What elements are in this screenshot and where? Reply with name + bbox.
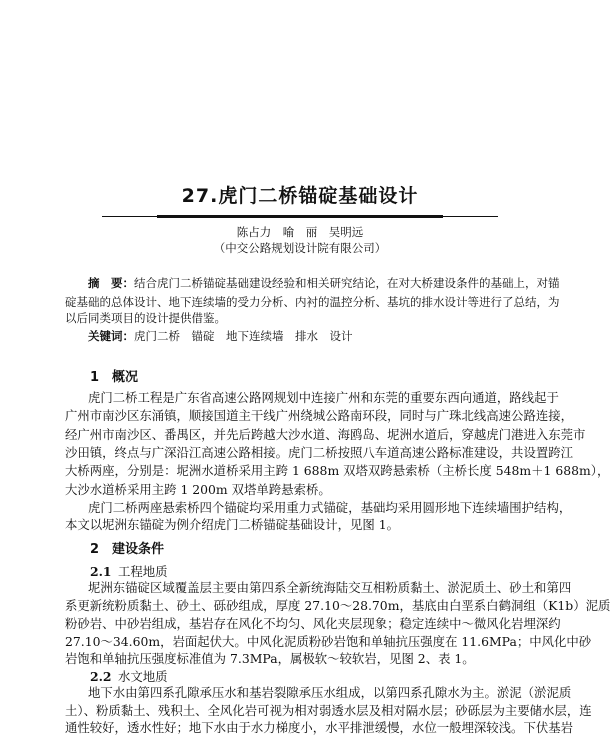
keywords-label: 关键词：: [88, 329, 134, 343]
paragraph-line: 岩饱和单轴抗压强度标准值为 7.3MPa，属极软～较软岩，见图 2、表 1。: [65, 651, 475, 666]
paragraph-line: 粉砂岩、中砂岩组成，基岩存在风化不均匀、风化夹层现象；稳定连续中～微风化岩埋深约: [65, 616, 561, 631]
section-title: 概况: [112, 370, 139, 385]
paragraph-line: 通性较好，透水性好；地下水由于水力梯度小，水平排泄缓慢，水位一般埋深较浅。下伏基岩: [65, 720, 574, 735]
section-number: 1: [90, 370, 100, 385]
section-number: 2: [90, 542, 100, 557]
paragraph-line: 经广州市南沙区、番禺区，并先后跨越大沙水道、海鸥岛、坭洲水道后，穿越虎门港进入东莞市: [65, 427, 586, 442]
subsection-number: 2.1: [90, 564, 112, 579]
paragraph-line: 广州市南沙区东涌镇，顺接国道主干线广州绕城公路南环段，同时与广珠北线高速公路连接，: [65, 408, 574, 423]
paragraph-line: 地下水由第四系孔隙承压水和基岩裂隙承压水组成，以第四系孔隙水为主。淤泥（淤泥质: [88, 685, 572, 700]
paragraph-line: 本文以坭洲东锚碇为例介绍虎门二桥锚碇基础设计，见图 1。: [65, 517, 399, 532]
paragraph-line: 土）、粉质黏土、残积土、全风化岩可视为相对弱透水层及相对隔水层；砂砾层为主要储水层，连: [65, 703, 592, 718]
abstract-line-1: [88, 276, 560, 291]
page-title: 27.虎门二桥锚碇基础设计: [181, 185, 419, 207]
section-title: 建设条件: [112, 542, 165, 557]
authors: 陈占力 喻 丽 吴明远: [236, 225, 364, 239]
keywords: [88, 329, 540, 344]
section-heading-1: [90, 366, 138, 385]
subsection-title: 工程地质: [118, 564, 168, 579]
subsection-title: 水文地质: [118, 669, 168, 684]
paragraph-line: 大沙水道桥采用主跨 1 200m 双塔单跨悬索桥。: [65, 482, 331, 497]
paragraph-line: 虎门二桥两座悬索桥四个锚碇均采用重力式锚碇，基础均采用圆形地下连续墙围护结构，: [88, 500, 572, 515]
keywords-text: 虎门二桥 锚碇 地下连续墙 排水 设计: [134, 329, 353, 343]
paragraph-line: 坭洲东锚碇区域覆盖层主要由第四系全新统海陆交互相粉质黏土、淤泥质土、砂土和第四: [88, 580, 572, 595]
paragraph-line: 沙田镇，终点与广深沿江高速公路相接。虎门二桥按照八车道高速公路标准建设，共设置跨江: [65, 445, 574, 460]
subsection-number: 2.2: [90, 669, 112, 684]
subsection-heading-2-1: [90, 562, 168, 580]
abstract-text: 结合虎门二桥锚碇基础建设经验和相关研究结论，在对大桥建设条件的基础上，对锚: [134, 276, 560, 290]
paragraph-line: 大桥两座，分别是：坭洲水道桥采用主跨 1 688m 双塔双跨悬索桥（主桥长度 548m＋1 688m），: [65, 463, 610, 478]
title-rule-thick: [157, 215, 443, 218]
abstract-line-2: 碇基础的总体设计、地下连续墙的受力分析、内衬的温控分析、基坑的排水设计等进行了总结，为: [65, 295, 560, 309]
subsection-heading-2-2: [90, 667, 168, 685]
abstract-line-3: 以后同类项目的设计提供借鉴。: [65, 311, 226, 325]
paragraph-line: 虎门二桥工程是广东省高速公路网规划中连接广州和东莞的重要东西向通道，路线起于: [88, 390, 559, 405]
section-heading-2: [90, 538, 164, 557]
affiliation: （中交公路规划设计院有限公司）: [213, 241, 387, 255]
paragraph-line: 系更新统粉质黏土、砂土、砾砂组成，厚度 27.10～28.70m，基底由白垩系白鹤洞组（K1b）泥质: [65, 598, 610, 613]
paragraph-line: 27.10～34.60m，岩面起伏大。中风化泥质粉砂岩饱和单轴抗压强度在 11.6MPa；中风化中砂: [65, 634, 592, 649]
abstract-label: 摘 要：: [88, 276, 134, 290]
